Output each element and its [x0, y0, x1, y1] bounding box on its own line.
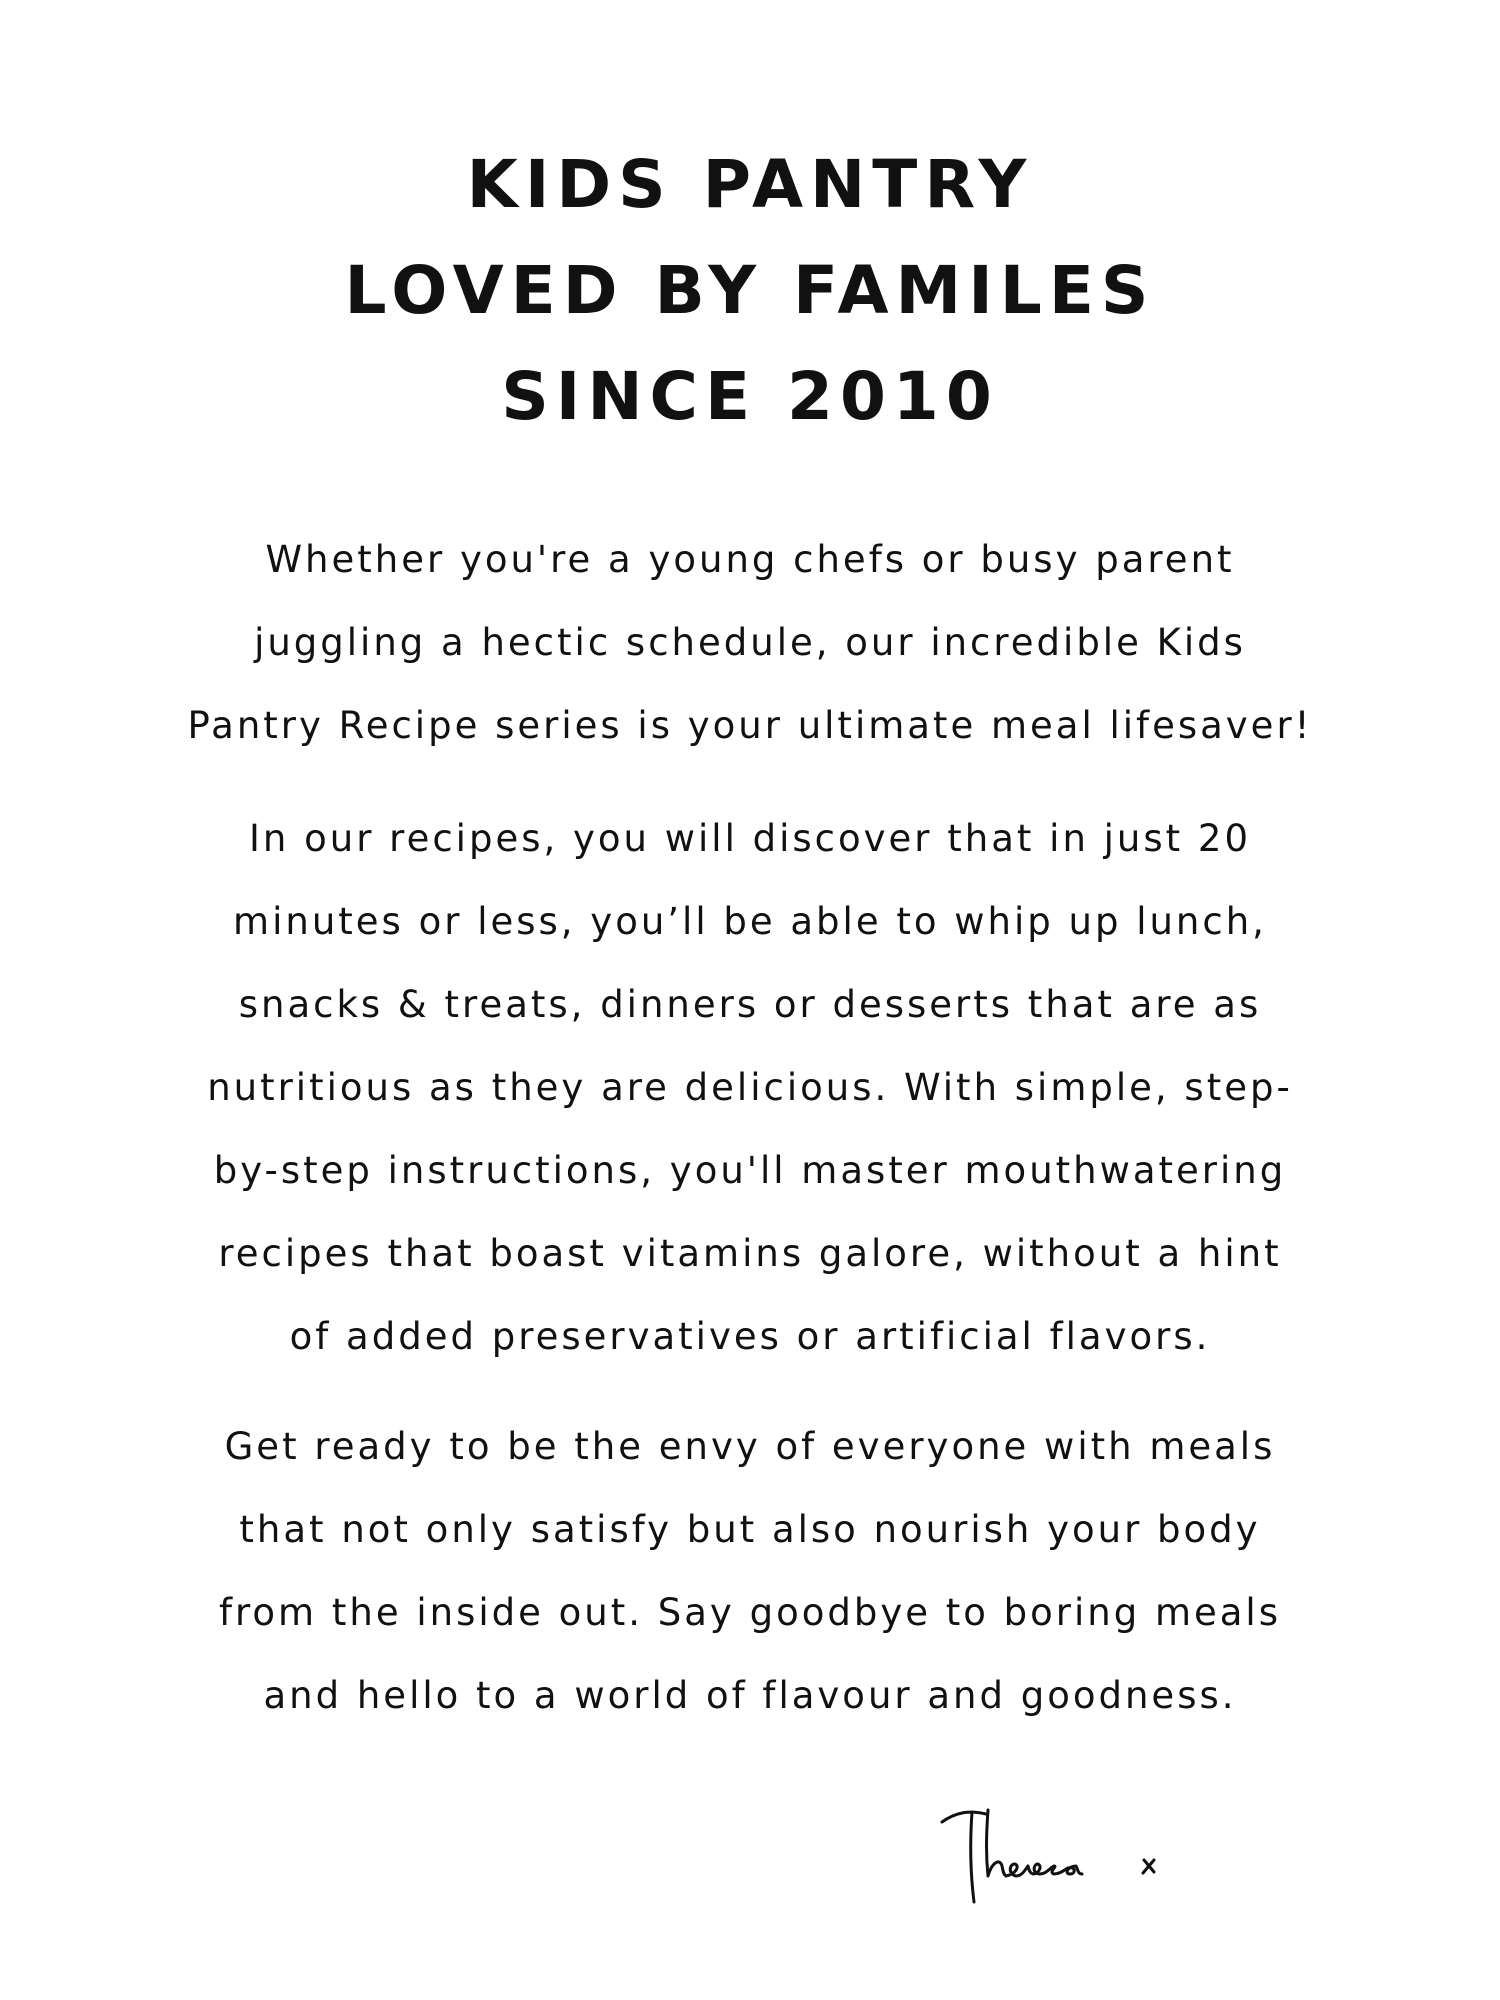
intro-paragraph [110, 518, 1390, 767]
closing-paragraph [110, 1405, 1390, 1737]
paragraph-line: snacks & treats, dinners or desserts that are as [238, 983, 1262, 1026]
title-line-2: LOVED BY FAMILES [344, 252, 1156, 329]
paragraph-line: that not only satisfy but also nourish your body [239, 1508, 1261, 1551]
recipes-paragraph [110, 797, 1390, 1378]
paragraph-line: and hello to a world of flavour and goodness. [263, 1674, 1237, 1717]
paragraph-line: recipes that boast vitamins galore, without a hint [218, 1232, 1282, 1275]
paragraph-line: of added preservatives or artificial flavors. [289, 1315, 1211, 1358]
paragraph-line: by-step instructions, you'll master mouthwatering [213, 1149, 1287, 1192]
paragraph-line: Pantry Recipe series is your ultimate meal lifesaver! [187, 704, 1313, 747]
paragraph-line: nutritious as they are delicious. With simple, step- [207, 1066, 1293, 1109]
paragraph-line: juggling a hectic schedule, our incredible Kids [254, 621, 1246, 664]
paragraph-line: Get ready to be the envy of everyone with meals [224, 1425, 1276, 1468]
signature [930, 1790, 1190, 1910]
title-line-1: KIDS PANTRY [466, 146, 1034, 223]
paragraph-line: minutes or less, you’ll be able to whip up lunch, [233, 900, 1267, 943]
title-line-3: SINCE 2010 [501, 358, 999, 435]
page-title [0, 132, 1500, 450]
paragraph-line: Whether you're a young chefs or busy parent [265, 538, 1235, 581]
paragraph-line: from the inside out. Say goodbye to boring meals [219, 1591, 1281, 1634]
paragraph-line: In our recipes, you will discover that in just 20 [248, 817, 1252, 860]
